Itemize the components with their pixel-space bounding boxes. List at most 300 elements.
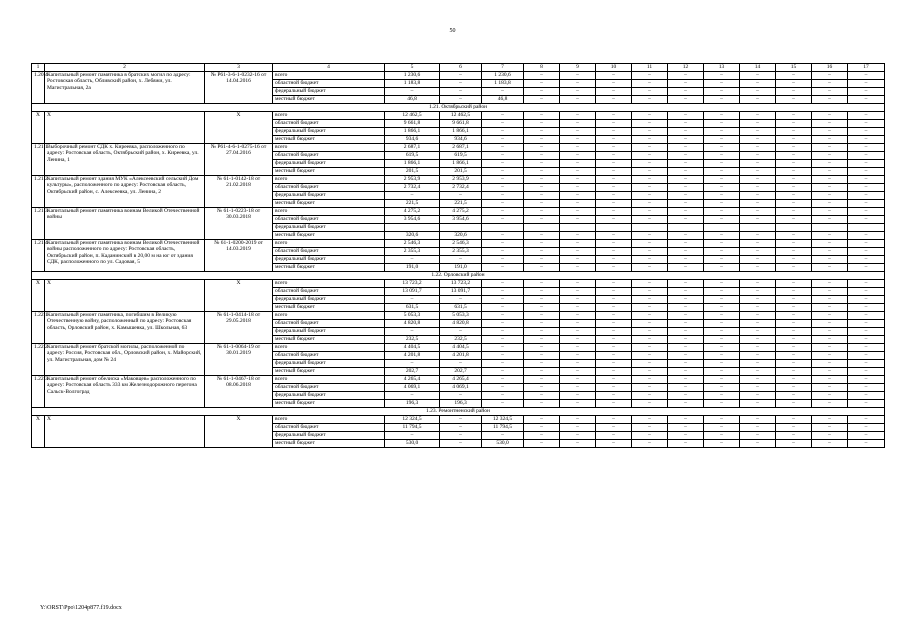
amount-cell: – xyxy=(596,384,632,392)
amount-cell: – xyxy=(848,280,885,288)
amount-cell: – xyxy=(776,432,812,440)
amount-cell: – xyxy=(776,376,812,384)
amount-cell: – xyxy=(482,120,524,128)
amount-cell: – xyxy=(812,432,848,440)
column-header: 7 xyxy=(482,64,524,72)
amount-cell: – xyxy=(560,200,596,208)
amount-cell: – xyxy=(704,208,740,216)
amount-cell: – xyxy=(482,232,524,240)
amount-cell: – xyxy=(668,256,704,264)
amount-cell xyxy=(440,224,482,232)
amount-cell: – xyxy=(596,144,632,152)
amount-cell: – xyxy=(482,432,524,440)
amount-cell: – xyxy=(560,128,596,136)
funding-source: федеральный бюджет xyxy=(273,256,385,264)
amount-cell: – xyxy=(848,440,885,448)
amount-cell: – xyxy=(812,296,848,304)
amount-cell: – xyxy=(776,112,812,120)
amount-cell: – xyxy=(482,320,524,328)
amount-cell: – xyxy=(596,440,632,448)
amount-cell: – xyxy=(740,392,776,400)
amount-cell: – xyxy=(704,144,740,152)
amount-cell: – xyxy=(704,296,740,304)
amount-cell: 4 201,8 xyxy=(385,352,440,360)
amount-cell: – xyxy=(812,280,848,288)
amount-cell: – xyxy=(560,384,596,392)
amount-cell: – xyxy=(776,256,812,264)
amount-cell: – xyxy=(560,432,596,440)
amount-cell xyxy=(596,224,632,232)
amount-cell: – xyxy=(524,424,560,432)
funding-source: федеральный бюджет xyxy=(273,360,385,368)
funding-source: всего xyxy=(273,112,385,120)
amount-cell: – xyxy=(704,168,740,176)
amount-cell: 320,6 xyxy=(440,232,482,240)
amount-cell: – xyxy=(776,304,812,312)
amount-cell: – xyxy=(560,208,596,216)
amount-cell: – xyxy=(848,192,885,200)
amount-cell: – xyxy=(524,280,560,288)
amount-cell: – xyxy=(482,88,524,96)
amount-cell: – xyxy=(848,216,885,224)
amount-cell: 619,5 xyxy=(385,152,440,160)
amount-cell: – xyxy=(524,400,560,408)
amount-cell: – xyxy=(812,328,848,336)
funding-source: местный бюджет xyxy=(273,368,385,376)
amount-cell: – xyxy=(596,160,632,168)
amount-cell: – xyxy=(632,192,668,200)
amount-cell: – xyxy=(560,288,596,296)
amount-cell: – xyxy=(812,176,848,184)
amount-cell: – xyxy=(632,152,668,160)
amount-cell: – xyxy=(440,392,482,400)
amount-cell: – xyxy=(482,168,524,176)
amount-cell: – xyxy=(440,96,482,104)
amount-cell: – xyxy=(482,248,524,256)
amount-cell: – xyxy=(560,168,596,176)
amount-cell: 191,0 xyxy=(385,264,440,272)
amount-cell: – xyxy=(812,360,848,368)
amount-cell xyxy=(848,224,885,232)
amount-cell: – xyxy=(482,136,524,144)
amount-cell: – xyxy=(776,176,812,184)
amount-cell xyxy=(560,224,596,232)
amount-cell: 631,5 xyxy=(440,304,482,312)
amount-cell: – xyxy=(848,200,885,208)
amount-cell: – xyxy=(740,208,776,216)
amount-cell: – xyxy=(668,184,704,192)
amount-cell: 1 183,8 xyxy=(482,80,524,88)
amount-cell: 1 230,6 xyxy=(482,72,524,80)
amount-cell: – xyxy=(596,320,632,328)
amount-cell: – xyxy=(632,144,668,152)
amount-cell: – xyxy=(632,72,668,80)
amount-cell: – xyxy=(812,120,848,128)
amount-cell: – xyxy=(776,320,812,328)
amount-cell: – xyxy=(632,120,668,128)
amount-cell: – xyxy=(440,80,482,88)
amount-cell: 2 355,3 xyxy=(385,248,440,256)
amount-cell: – xyxy=(776,296,812,304)
amount-cell: – xyxy=(740,128,776,136)
amount-cell: – xyxy=(385,392,440,400)
amount-cell: – xyxy=(524,376,560,384)
amount-cell: – xyxy=(482,152,524,160)
amount-cell: – xyxy=(482,304,524,312)
item-name: Капитальный ремонт памятника воинам Великой Отечественной войны xyxy=(45,208,205,240)
amount-cell: – xyxy=(848,376,885,384)
amount-cell: – xyxy=(740,80,776,88)
amount-cell: – xyxy=(812,368,848,376)
amount-cell: – xyxy=(385,328,440,336)
funding-source: всего xyxy=(273,144,385,152)
column-header: 13 xyxy=(704,64,740,72)
page-number: 50 xyxy=(449,28,456,34)
amount-cell: – xyxy=(560,416,596,424)
item-document: № 61-1-0064-19 от 30.01.2019 xyxy=(205,344,273,376)
amount-cell: – xyxy=(776,208,812,216)
item-name: Выборочный ремонт СДК х. Киреевка, расположенного по адресу: Ростовская область, Октябрьский район, х. Киреевка, ул. Ленина, 1 xyxy=(45,144,205,176)
funding-source: областной бюджет xyxy=(273,152,385,160)
amount-cell: – xyxy=(482,208,524,216)
column-header: 6 xyxy=(440,64,482,72)
amount-cell: – xyxy=(704,136,740,144)
funding-source: всего xyxy=(273,376,385,384)
amount-cell: – xyxy=(668,144,704,152)
amount-cell: – xyxy=(632,136,668,144)
amount-cell: – xyxy=(776,192,812,200)
amount-cell: – xyxy=(524,160,560,168)
item-number: 1.21.4 xyxy=(32,240,45,272)
amount-cell: – xyxy=(776,184,812,192)
amount-cell: – xyxy=(776,384,812,392)
amount-cell: – xyxy=(524,232,560,240)
amount-cell: – xyxy=(668,336,704,344)
amount-cell xyxy=(740,224,776,232)
amount-cell: – xyxy=(704,232,740,240)
amount-cell: – xyxy=(740,184,776,192)
amount-cell: 4 404,5 xyxy=(385,344,440,352)
amount-cell: – xyxy=(482,328,524,336)
amount-cell: – xyxy=(560,360,596,368)
amount-cell: 4 265,4 xyxy=(385,376,440,384)
amount-cell: – xyxy=(848,96,885,104)
amount-cell: – xyxy=(385,192,440,200)
column-header: 11 xyxy=(632,64,668,72)
amount-cell: – xyxy=(704,424,740,432)
amount-cell: – xyxy=(385,360,440,368)
amount-cell: 3 954,6 xyxy=(385,216,440,224)
column-header: 2 xyxy=(45,64,205,72)
amount-cell: – xyxy=(482,376,524,384)
item-number: 1.21.3 xyxy=(32,208,45,240)
funding-source: всего xyxy=(273,240,385,248)
amount-cell: – xyxy=(812,216,848,224)
amount-cell: – xyxy=(596,184,632,192)
amount-cell: – xyxy=(848,360,885,368)
amount-cell: – xyxy=(704,320,740,328)
amount-cell: 9 661,8 xyxy=(440,120,482,128)
amount-cell: – xyxy=(596,288,632,296)
amount-cell: – xyxy=(632,368,668,376)
amount-cell: – xyxy=(524,312,560,320)
funding-source: всего xyxy=(273,280,385,288)
amount-cell: 4 820,8 xyxy=(440,320,482,328)
amount-cell: – xyxy=(848,232,885,240)
amount-cell: – xyxy=(776,72,812,80)
amount-cell: – xyxy=(596,312,632,320)
amount-cell: – xyxy=(848,312,885,320)
amount-cell: – xyxy=(668,320,704,328)
amount-cell: – xyxy=(632,256,668,264)
column-header: 16 xyxy=(812,64,848,72)
amount-cell: – xyxy=(632,280,668,288)
amount-cell: – xyxy=(632,248,668,256)
amount-cell: – xyxy=(596,200,632,208)
item-document: № 61-1-0200-2019 от 14.03.2019 xyxy=(205,240,273,272)
amount-cell: 530,0 xyxy=(482,440,524,448)
amount-cell: – xyxy=(668,392,704,400)
amount-cell: – xyxy=(848,328,885,336)
amount-cell: – xyxy=(668,288,704,296)
table-row xyxy=(32,312,885,320)
amount-cell: – xyxy=(812,200,848,208)
amount-cell: – xyxy=(560,368,596,376)
amount-cell: – xyxy=(560,344,596,352)
amount-cell: – xyxy=(524,240,560,248)
amount-cell: 202,7 xyxy=(440,368,482,376)
section-title: 1.22. Орловский район xyxy=(32,272,885,280)
amount-cell: – xyxy=(632,320,668,328)
amount-cell: – xyxy=(812,128,848,136)
amount-cell: – xyxy=(812,344,848,352)
amount-cell: – xyxy=(740,312,776,320)
amount-cell: – xyxy=(668,416,704,424)
amount-cell: – xyxy=(812,376,848,384)
amount-cell: – xyxy=(776,88,812,96)
amount-cell: – xyxy=(704,160,740,168)
column-header: 9 xyxy=(560,64,596,72)
amount-cell: – xyxy=(740,176,776,184)
amount-cell: – xyxy=(848,264,885,272)
amount-cell: – xyxy=(596,72,632,80)
column-header: 4 xyxy=(273,64,385,72)
amount-cell: – xyxy=(596,96,632,104)
amount-cell: – xyxy=(848,384,885,392)
amount-cell: – xyxy=(482,312,524,320)
table-row xyxy=(32,376,885,384)
amount-cell: – xyxy=(740,360,776,368)
amount-cell: – xyxy=(776,120,812,128)
funding-source: всего xyxy=(273,344,385,352)
amount-cell: – xyxy=(848,352,885,360)
funding-source: всего xyxy=(273,208,385,216)
amount-cell: – xyxy=(524,256,560,264)
amount-cell: – xyxy=(704,384,740,392)
item-number: 1.20.4 xyxy=(32,72,45,104)
header-row xyxy=(32,64,885,72)
amount-cell: – xyxy=(632,88,668,96)
amount-cell: – xyxy=(632,328,668,336)
amount-cell: – xyxy=(812,160,848,168)
amount-cell: – xyxy=(632,240,668,248)
amount-cell: 4 069,1 xyxy=(440,384,482,392)
amount-cell: – xyxy=(524,96,560,104)
amount-cell: – xyxy=(482,216,524,224)
amount-cell: – xyxy=(596,344,632,352)
amount-cell: – xyxy=(482,392,524,400)
funding-source: федеральный бюджет xyxy=(273,296,385,304)
table-row xyxy=(32,280,885,288)
amount-cell: – xyxy=(632,424,668,432)
amount-cell: 2 687,1 xyxy=(440,144,482,152)
amount-cell: – xyxy=(482,288,524,296)
amount-cell: – xyxy=(524,192,560,200)
amount-cell: – xyxy=(482,296,524,304)
amount-cell: – xyxy=(776,312,812,320)
amount-cell: – xyxy=(704,400,740,408)
amount-cell: – xyxy=(482,128,524,136)
amount-cell: – xyxy=(812,136,848,144)
amount-cell: 1 866,1 xyxy=(385,160,440,168)
item-name: Капитальный ремонт обелиска «Маковцев» расположенного по адресу: Ростовская область 333 км Железнодорожного перегона Сальск-Волгоград xyxy=(45,376,205,408)
amount-cell: – xyxy=(740,320,776,328)
amount-cell: – xyxy=(848,248,885,256)
amount-cell: – xyxy=(482,256,524,264)
item-number: Х xyxy=(32,416,45,448)
amount-cell: 530,0 xyxy=(385,440,440,448)
amount-cell: – xyxy=(812,168,848,176)
budget-table xyxy=(31,63,885,448)
amount-cell: – xyxy=(560,96,596,104)
amount-cell: – xyxy=(740,120,776,128)
amount-cell: – xyxy=(632,128,668,136)
amount-cell: – xyxy=(482,384,524,392)
item-document: № 61-1-0467-18 от 08.06.2018 xyxy=(205,376,273,408)
amount-cell: – xyxy=(668,296,704,304)
amount-cell: – xyxy=(632,336,668,344)
amount-cell: – xyxy=(482,352,524,360)
funding-source: областной бюджет xyxy=(273,248,385,256)
amount-cell: – xyxy=(668,72,704,80)
amount-cell: 46,8 xyxy=(482,96,524,104)
amount-cell: – xyxy=(740,88,776,96)
amount-cell: – xyxy=(524,136,560,144)
amount-cell: – xyxy=(524,320,560,328)
amount-cell: – xyxy=(704,184,740,192)
amount-cell: – xyxy=(668,352,704,360)
amount-cell: – xyxy=(704,360,740,368)
amount-cell: – xyxy=(596,240,632,248)
amount-cell: – xyxy=(560,304,596,312)
amount-cell: – xyxy=(560,216,596,224)
amount-cell: – xyxy=(776,136,812,144)
amount-cell: – xyxy=(704,120,740,128)
amount-cell: – xyxy=(668,96,704,104)
amount-cell: – xyxy=(632,168,668,176)
amount-cell: – xyxy=(668,344,704,352)
amount-cell: – xyxy=(482,360,524,368)
amount-cell: – xyxy=(524,384,560,392)
amount-cell: – xyxy=(704,152,740,160)
amount-cell: – xyxy=(848,304,885,312)
amount-cell: – xyxy=(812,416,848,424)
amount-cell: – xyxy=(704,88,740,96)
amount-cell: – xyxy=(632,360,668,368)
amount-cell: – xyxy=(812,240,848,248)
amount-cell: – xyxy=(776,416,812,424)
funding-source: местный бюджет xyxy=(273,96,385,104)
amount-cell: – xyxy=(482,176,524,184)
amount-cell: 232,5 xyxy=(440,336,482,344)
amount-cell: – xyxy=(740,96,776,104)
amount-cell: 631,5 xyxy=(385,304,440,312)
amount-cell: – xyxy=(812,96,848,104)
amount-cell: – xyxy=(704,72,740,80)
column-header: 17 xyxy=(848,64,885,72)
amount-cell: 4 201,8 xyxy=(440,352,482,360)
amount-cell: – xyxy=(596,296,632,304)
amount-cell: – xyxy=(596,248,632,256)
amount-cell: – xyxy=(524,344,560,352)
amount-cell: – xyxy=(776,400,812,408)
amount-cell: – xyxy=(740,304,776,312)
amount-cell: – xyxy=(848,136,885,144)
amount-cell: – xyxy=(596,112,632,120)
amount-cell: – xyxy=(776,80,812,88)
amount-cell: – xyxy=(848,368,885,376)
amount-cell: – xyxy=(848,88,885,96)
amount-cell: – xyxy=(440,440,482,448)
amount-cell: – xyxy=(440,424,482,432)
amount-cell: – xyxy=(440,256,482,264)
amount-cell: – xyxy=(776,240,812,248)
amount-cell: – xyxy=(524,88,560,96)
amount-cell: – xyxy=(704,112,740,120)
amount-cell: – xyxy=(704,328,740,336)
amount-cell: 4 275,2 xyxy=(440,208,482,216)
amount-cell: – xyxy=(632,264,668,272)
amount-cell: – xyxy=(812,352,848,360)
amount-cell: – xyxy=(560,88,596,96)
amount-cell: – xyxy=(704,440,740,448)
amount-cell: – xyxy=(740,424,776,432)
amount-cell: – xyxy=(596,368,632,376)
item-document: № 61-1-0414-18 от 29.05.2018 xyxy=(205,312,273,344)
amount-cell: – xyxy=(668,240,704,248)
table-row xyxy=(32,72,885,80)
funding-source: всего xyxy=(273,416,385,424)
amount-cell: – xyxy=(596,176,632,184)
amount-cell: – xyxy=(596,264,632,272)
column-header: 14 xyxy=(740,64,776,72)
amount-cell: – xyxy=(632,80,668,88)
amount-cell: – xyxy=(704,336,740,344)
amount-cell: – xyxy=(740,72,776,80)
amount-cell: – xyxy=(596,208,632,216)
amount-cell: – xyxy=(812,400,848,408)
amount-cell: – xyxy=(704,240,740,248)
amount-cell: – xyxy=(668,200,704,208)
amount-cell: 221,5 xyxy=(385,200,440,208)
amount-cell: – xyxy=(524,144,560,152)
funding-source: местный бюджет xyxy=(273,200,385,208)
item-name: Капитальный ремонт памятника воинам Великой Отечественной войны расположенного по адресу: Ростовская область, Октябрьский район, п. Каданинский в 20,00 м на юг от здания СДК, расположенного по ул. Садовая, 5 xyxy=(45,240,205,272)
amount-cell: – xyxy=(704,248,740,256)
amount-cell: – xyxy=(596,360,632,368)
amount-cell: – xyxy=(560,296,596,304)
amount-cell: 196,3 xyxy=(440,400,482,408)
